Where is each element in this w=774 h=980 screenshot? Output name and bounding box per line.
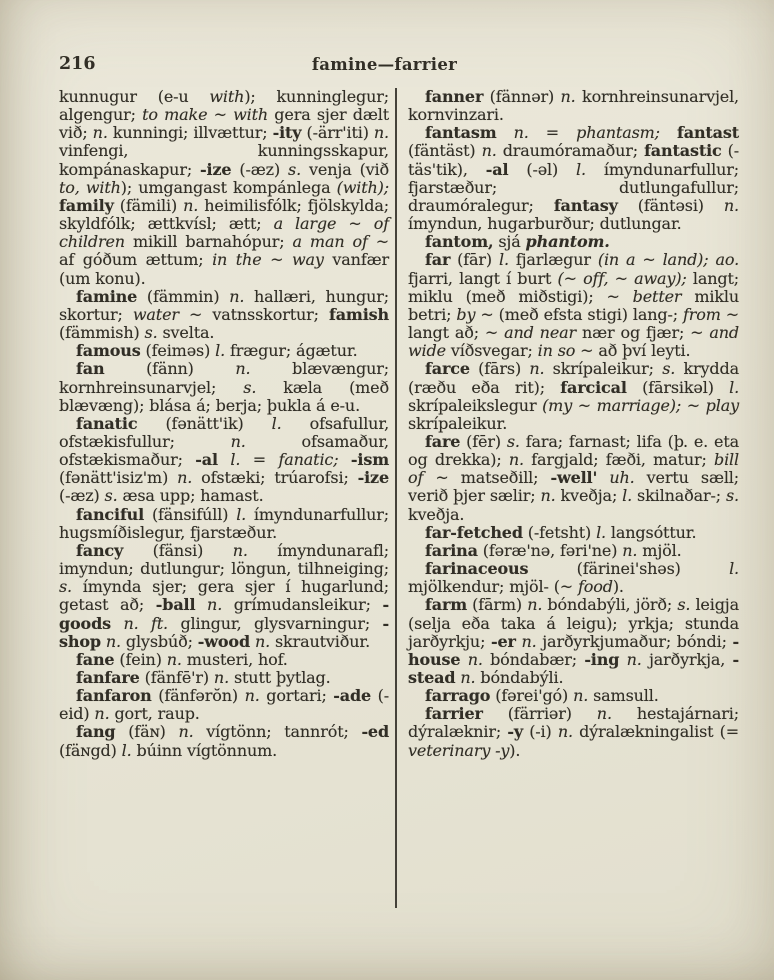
entry-segment: l. (271, 413, 282, 433)
entry-segment: fantom, (425, 232, 494, 252)
entry-segment: l. (729, 559, 739, 579)
entry-segment: fare (425, 431, 461, 451)
entry-segment: (fārm) (467, 595, 528, 615)
entry-segment: (~ off, ~ away); (557, 268, 687, 288)
entry-segment: (-täs'tik), (408, 141, 739, 179)
dictionary-entry (408, 524, 739, 542)
entry-segment: samsull. (588, 686, 659, 706)
entry-segment: n. (723, 195, 739, 215)
entry-segment: farina (425, 540, 478, 560)
entry-segment: farrago (425, 686, 491, 706)
dictionary-entry (408, 88, 739, 124)
entry-segment: n. (183, 195, 199, 215)
entry-segment: nær og fjær; (576, 323, 691, 343)
entry-segment: n. (481, 141, 497, 161)
entry-segment: blævængur; kornhreinsunarvjel; (59, 359, 389, 397)
entry-segment: n. (105, 631, 121, 651)
entry-segment: glysbúð; (120, 631, 198, 651)
dictionary-entry (59, 687, 389, 723)
entry-segment: a large ~ of children (59, 214, 389, 252)
entry-segment: l. (230, 450, 241, 470)
entry-segment: water ~ (132, 304, 203, 324)
entry-segment: n. (557, 722, 573, 742)
entry-segment: (fäɴ) (115, 722, 179, 742)
entry-segment: fantast (677, 123, 739, 143)
entry-segment: l. (121, 740, 132, 760)
entry-segment: bóndabýli, jörð; (542, 595, 678, 615)
entry-segment: -ism (350, 450, 389, 470)
entry-segment: -ize (357, 468, 390, 488)
entry-segment: glingur, glysvarningur; (168, 613, 383, 633)
entry-segment: hestajárnari; dýralæknir; (408, 704, 739, 742)
entry-segment (195, 595, 207, 614)
entry-segment: in so ~ (537, 341, 594, 361)
entry-segment: s. (726, 486, 739, 506)
entry-segment: ofsafullur, ofstækisfullur; (59, 413, 389, 451)
entry-segment: a man of ~ (292, 232, 389, 252)
entry-segment: (-i) (522, 722, 558, 742)
dictionary-entry (408, 596, 739, 687)
entry-segment: s. (677, 595, 691, 615)
dictionary-entry (59, 415, 389, 506)
entry-segment: af góðum ættum; (59, 250, 213, 270)
entry-segment: (fänfē'r) (139, 668, 214, 687)
dictionary-entry (59, 506, 389, 542)
dictionary-entry (59, 542, 389, 651)
entry-segment: l. (236, 504, 247, 524)
entry-segment: n. (177, 468, 193, 488)
entry-segment: gortari; (259, 686, 334, 706)
entry-segment: vertu sæll; verið þjer sælir; (408, 468, 740, 506)
entry-segment: = (528, 123, 577, 143)
entry-segment: fjarri, langt í burt (408, 268, 558, 288)
entry-segment: ofstæki; trúarofsi; (192, 468, 358, 488)
entry-segment: fanner (425, 87, 484, 106)
entry-segment: phantasm; (576, 123, 660, 143)
entry-segment: far (425, 250, 451, 270)
entry-segment: farcical (560, 377, 627, 397)
entry-segment: n. (230, 431, 246, 451)
entry-segment: kveðja; (555, 486, 623, 506)
entry-segment: fantastic (644, 141, 722, 161)
entry-segment: farm (425, 595, 468, 615)
entry-segment: family (59, 195, 114, 215)
dictionary-entry (59, 360, 389, 414)
entry-segment: búinn vígtönnum. (131, 740, 278, 760)
entry-segment: ); kunninglegur; algengur; (59, 87, 389, 125)
entry-segment: s. (144, 323, 158, 343)
entry-segment: langt að; (408, 323, 485, 343)
entry-segment: s. (59, 577, 72, 597)
entry-segment: s. (506, 431, 520, 451)
entry-segment: (fənätt'ik) (137, 413, 272, 433)
entry-segment: n. ft. (123, 613, 168, 633)
entry-segment: (fārsikəl) (626, 377, 730, 397)
entry-segment: (in a ~ land); (597, 250, 709, 270)
entry-segment: (fänn) (104, 359, 236, 379)
entry-segment: jarðyrkja, (641, 649, 733, 669)
dictionary-entry (408, 360, 739, 433)
entry-segment: ); umgangast kompánlega (120, 177, 337, 197)
entry-segment: l. (576, 159, 586, 179)
entry-segment: -er (491, 631, 516, 651)
entry-segment: grímudansleikur; (222, 595, 383, 615)
page-number: 216 (59, 54, 96, 74)
dictionary-entry (59, 651, 389, 669)
entry-segment: (fämili) (113, 195, 184, 215)
entry-segment: fantasy (553, 195, 618, 215)
entry-segment: s. (288, 159, 302, 179)
entry-segment: vinfengi, kunningsskapur, kompánaskapur; (59, 141, 389, 179)
entry-segment: (-ärr'iti) (301, 123, 374, 143)
entry-segment: (fäɴgd) (59, 740, 122, 760)
entry-segment: far-fetched (425, 522, 523, 542)
entry-segment: vatnsskortur; (202, 304, 329, 324)
entry-segment (218, 450, 230, 469)
entry-segment: (fännər) (483, 87, 561, 106)
text-columns (59, 88, 740, 908)
dictionary-entry (59, 288, 389, 342)
entry-segment: musteri, hof. (181, 649, 288, 669)
entry-segment: n. (467, 649, 483, 669)
entry-segment: kveðja. (408, 504, 465, 524)
entry-segment: with (209, 87, 245, 106)
entry-segment: l. (729, 377, 740, 397)
entry-segment: -ball (155, 595, 196, 615)
entry-segment (111, 614, 123, 633)
column-left (59, 88, 389, 908)
entry-segment: n. (626, 649, 642, 669)
dictionary-entry (59, 723, 389, 759)
entry-segment: svelta. (157, 323, 215, 343)
entry-segment: ímyndun, hugarburður; dutlungar. (408, 214, 682, 234)
entry-segment: s. (104, 486, 118, 506)
entry-segment: bóndabýli. (475, 668, 564, 687)
entry-segment: vígtönn; tannrót; (193, 722, 362, 742)
entry-segment: n. (94, 704, 110, 724)
entry-segment: n. (622, 540, 638, 560)
entry-segment: fan (76, 359, 105, 379)
entry-segment: = (240, 450, 279, 470)
entry-segment: n. (560, 87, 576, 106)
entry-segment: (-eid) (59, 686, 389, 724)
entry-segment: (fänfərŏn) (151, 686, 245, 706)
entry-segment: fjarlægur (508, 250, 598, 270)
entry-segment: to make ~ with (142, 105, 269, 125)
entry-segment: matseðill; (448, 468, 551, 488)
entry-segment: (fäntəsi) (617, 195, 724, 215)
entry-segment: dýralækningalist (= (572, 722, 739, 742)
entry-segment: n. (92, 123, 108, 143)
entry-segment: (fəræ'nə, fəri'ne) (477, 540, 623, 560)
entry-segment: farrier (425, 704, 483, 724)
entry-segment: uh. (609, 468, 635, 488)
entry-segment: n. (513, 123, 529, 143)
entry-segment: n. (460, 668, 476, 687)
entry-segment: miklu betri; (408, 286, 739, 324)
entry-segment (660, 123, 677, 142)
entry-segment: æsa upp; hamast. (117, 486, 264, 506)
entry-segment: n. (527, 595, 543, 615)
entry-segment: -ed (361, 722, 389, 742)
entry-segment: draumóramaður; (496, 141, 645, 161)
dictionary-entry (59, 342, 389, 360)
entry-segment: (färinei'shəs) (528, 559, 730, 579)
entry-segment: food (577, 577, 613, 597)
entry-segment: að því leyti. (593, 341, 691, 361)
dictionary-entry (408, 433, 739, 524)
entry-segment: (färriər) (482, 704, 597, 724)
entry-segment (497, 123, 514, 142)
entry-segment: n. (229, 286, 245, 306)
running-head: famine—farrier (311, 55, 458, 74)
entry-segment: fanatic (76, 413, 138, 433)
entry-segment: ). (612, 577, 624, 597)
entry-segment: ofsamaður, ofstækismaður; (59, 431, 389, 470)
dictionary-entry (408, 542, 739, 560)
entry-segment: farce (425, 359, 470, 379)
entry-segment: (-fetsht) (522, 522, 597, 542)
dictionary-entry (408, 233, 739, 251)
entry-segment: ímyndunarafl; imyndun; dutlungur; löngun, tilhneiging; (59, 540, 389, 579)
entry-segment: -al (195, 450, 218, 470)
entry-segment: s. (662, 359, 676, 379)
entry-segment: n. (529, 359, 545, 379)
entry-segment: veterinary -y (408, 740, 510, 760)
entry-segment: skrípaleikslegur (408, 395, 543, 415)
dictionary-entry (59, 669, 389, 687)
entry-segment: skrautviður. (270, 631, 371, 651)
entry-segment: n. (213, 668, 230, 687)
entry-segment: vanfær (um konu). (59, 250, 390, 288)
entry-segment: l. (596, 522, 606, 542)
entry-segment: ao. (715, 250, 740, 270)
entry-segment: -ity (272, 123, 302, 143)
entry-segment: (-æz) (59, 486, 105, 506)
entry-segment: langt; miklu (með miðstigi); (408, 268, 739, 306)
dictionary-entry (408, 124, 739, 233)
entry-segment: langsóttur. (605, 522, 697, 542)
entry-segment: (-æz) (231, 159, 289, 179)
entry-segment: fane (76, 649, 115, 669)
entry-segment: n. (232, 540, 248, 560)
entry-segment: -ize (200, 159, 232, 179)
entry-segment: (með efsta stigi) lang-; (493, 304, 683, 324)
entry-segment: -well' (550, 468, 598, 488)
dictionary-entry (408, 687, 739, 705)
entry-segment: s. (243, 377, 257, 397)
entry-segment: (my ~ marriage); ~ play (542, 395, 739, 415)
entry-segment: (fämmin) (137, 286, 230, 306)
entry-segment: fancy (76, 540, 124, 560)
entry-segment: -wood (197, 631, 250, 651)
entry-segment: fang (76, 722, 116, 742)
entry-segment: (fein) (114, 649, 167, 669)
entry-segment: (fänsi) (123, 540, 233, 560)
entry-segment (619, 650, 626, 669)
entry-segment: mjöl. (637, 540, 682, 560)
entry-segment: famish (328, 304, 389, 324)
entry-segment: jarðyrkjumaður; bóndi; (536, 631, 733, 651)
entry-segment: l. (215, 341, 226, 361)
entry-segment: stutt þytlag. (229, 668, 331, 687)
entry-segment: n. (373, 123, 389, 143)
entry-segment: fantasm (425, 123, 497, 143)
column-divider (395, 88, 397, 908)
entry-segment: in the ~ way (212, 250, 324, 270)
entry-segment: n. (596, 704, 612, 724)
entry-segment: (fäntäst) (408, 141, 482, 161)
dictionary-entry (408, 560, 739, 596)
entry-segment: -al (485, 159, 509, 179)
dictionary-entry (408, 251, 739, 360)
entry-segment: -ing (584, 649, 620, 669)
entry-segment: skrípaleikur. (408, 413, 508, 433)
entry-segment: ~ and near (484, 323, 577, 343)
entry-segment: -goods (59, 595, 390, 633)
entry-segment: víðsvegar; (445, 341, 538, 361)
entry-segment: (-əl) (508, 159, 577, 179)
entry-segment: fargjald; fæði, matur; (523, 450, 714, 470)
entry-segment: ímyndunarfullur; fjarstæður; dutlungafullur; draumóralegur; (408, 159, 739, 215)
entry-segment: l. (622, 486, 633, 506)
entry-segment (597, 468, 609, 487)
entry-segment: fanfare (76, 668, 140, 687)
entry-segment: heimilisfólk; fjölskylda; skyldfólk; ættkvísl; ætt; (59, 195, 389, 234)
entry-segment: ). (509, 740, 521, 760)
entry-segment: -shop (59, 613, 390, 651)
entry-segment: fanatic; (278, 450, 339, 470)
entry-segment: (fənätt'isiz'm) (59, 468, 178, 488)
entry-segment: venja (við (301, 159, 389, 179)
entry-segment: bóndabær; (482, 649, 585, 669)
entry-segment: famine (76, 286, 138, 306)
entry-segment: n. (254, 631, 271, 651)
entry-segment: skilnaðar-; (632, 486, 726, 506)
entry-segment: fanfaron (76, 686, 152, 706)
entry-segment: (fār) (450, 250, 499, 270)
entry-segment: to, with (59, 177, 121, 197)
entry-segment: hallæri, hungur; skortur; (59, 286, 389, 324)
entry-segment: n. (178, 722, 194, 742)
entry-segment: -house (408, 631, 739, 669)
entry-segment: n. (244, 686, 260, 706)
column-right (408, 88, 739, 908)
entry-segment: ímyndunarfullur; hugsmíðislegur, fjarstæður. (59, 504, 390, 542)
entry-segment: ~ better (606, 286, 682, 306)
entry-segment: leigja (selja eða taka á leigu); yrkja; stunda jarðyrkju; (408, 595, 740, 651)
entry-segment (460, 650, 467, 669)
entry-segment: kunningi; illvættur; (107, 123, 273, 143)
entry-segment: frægur; ágætur. (225, 341, 358, 361)
entry-segment: by ~ (456, 304, 494, 324)
entry-segment: n. (540, 486, 556, 506)
entry-segment: (fēr) (460, 431, 507, 451)
entry-segment: (fərei'gó) (490, 686, 574, 706)
entry-segment: farinaceous (425, 559, 529, 579)
entry-segment: (fārs) (469, 359, 530, 379)
entry-segment: kæla (með blævæng); blása á; berja; þukla á e-u. (59, 377, 389, 415)
entry-segment: l. (498, 250, 509, 270)
entry-segment: -y (507, 722, 523, 742)
entry-segment: famous (76, 341, 141, 361)
entry-segment: (with); (336, 177, 389, 197)
entry-segment: gera sjer dælt við; (59, 105, 389, 143)
entry-segment: -ade (333, 686, 372, 706)
entry-segment: phantom. (525, 232, 610, 252)
entry-segment (338, 450, 350, 469)
entry-segment: n. (166, 649, 182, 669)
entry-segment: n. (235, 359, 251, 379)
entry-segment: n. (573, 686, 589, 706)
entry-segment: (fänsifúll) (144, 504, 237, 524)
entry-segment: krydda (ræðu eða rit); (408, 359, 739, 397)
dictionary-entry (408, 705, 739, 759)
entry-segment: gort, raup. (109, 704, 200, 724)
entry-segment: n. (521, 631, 537, 651)
entry-segment: bill of ~ (408, 450, 739, 488)
entry-segment: n. (508, 450, 524, 470)
entry-segment: ímynda sjer; gera sjer í hugarlund; getast að; (59, 577, 389, 615)
entry-segment: kunnugur (e-u (59, 87, 210, 106)
entry-segment: n. (207, 595, 223, 615)
entry-segment: sjá (493, 232, 526, 252)
entry-segment: kornhreinsunarvjel, kornvinzari. (408, 87, 739, 125)
entry-segment: fanciful (76, 504, 145, 524)
entry-segment: mikill barnahópur; (124, 232, 293, 252)
entry-segment: -stead (408, 649, 739, 687)
dictionary-entry (59, 88, 389, 288)
entry-segment: (feiməs) (140, 341, 216, 361)
entry-segment: skrípaleikur; (544, 359, 663, 379)
entry-segment: ~ and wide (408, 323, 739, 361)
page-header (59, 54, 740, 78)
entry-segment: (fämmish) (59, 323, 145, 343)
entry-segment: from ~ (682, 304, 740, 324)
entry-segment: mjölkendur; mjöl- (~ (408, 577, 578, 597)
entry-segment: fara; farnast; lifa (þ. e. eta og drekka); (408, 431, 739, 470)
